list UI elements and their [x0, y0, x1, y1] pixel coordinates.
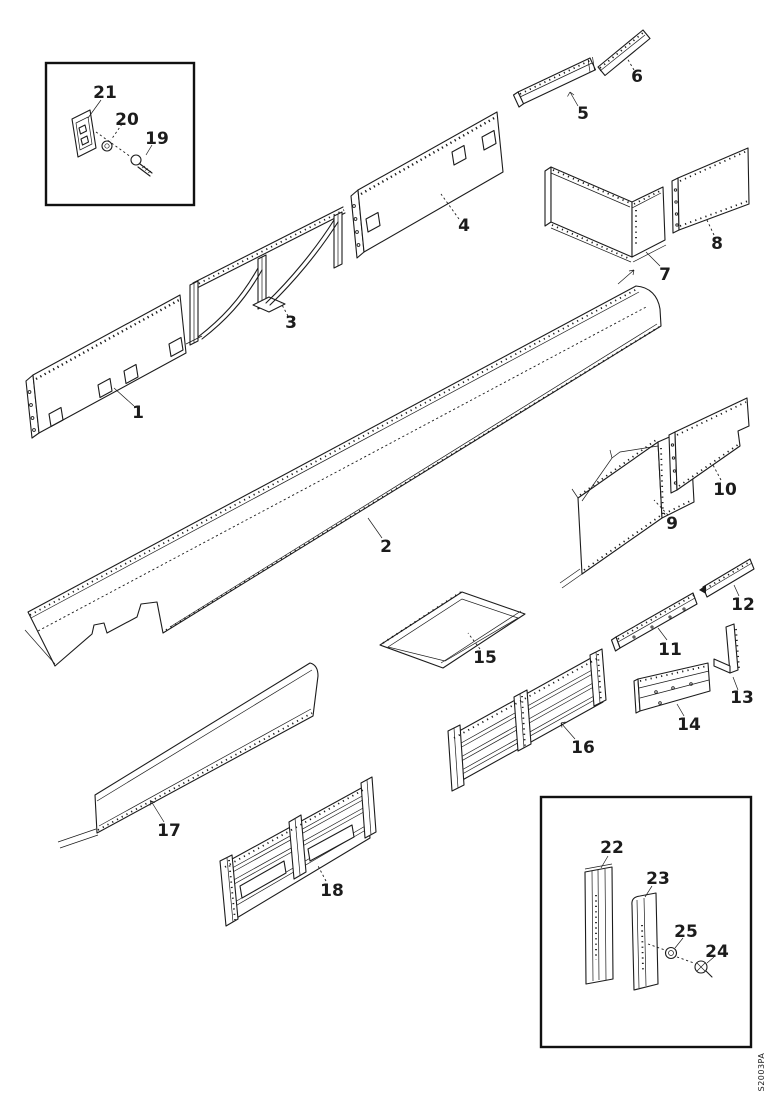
part-drawing-12 [699, 559, 754, 597]
part-label-5: 5 [577, 104, 589, 124]
part-label-17: 17 [157, 821, 181, 841]
part-label-24: 24 [705, 942, 729, 962]
part-drawing-7 [545, 167, 666, 284]
part-label-2: 2 [380, 537, 392, 557]
part-drawing-8 [672, 148, 749, 235]
detail-inset-bottom-right [541, 797, 751, 1047]
leader-line-1 [114, 388, 134, 406]
leader-line-10 [713, 465, 721, 480]
part-label-4: 4 [458, 216, 470, 236]
part-label-11: 11 [658, 640, 682, 660]
part-drawing-17 [58, 663, 318, 848]
part-label-14: 14 [677, 715, 701, 735]
part-label-18: 18 [320, 881, 344, 901]
part-drawing-5 [514, 57, 596, 107]
inset-border [46, 63, 194, 205]
part-label-23: 23 [646, 869, 670, 889]
part-drawing-15 [380, 592, 525, 668]
part-label-13: 13 [730, 688, 754, 708]
leader-line-8 [706, 218, 714, 235]
part-drawing-10 [669, 398, 749, 493]
part-label-10: 10 [713, 480, 737, 500]
drawing-code-text: S2003PA [757, 1052, 766, 1092]
part-label-7: 7 [659, 265, 671, 285]
part-label-1: 1 [132, 403, 144, 423]
part-drawing-14 [634, 663, 710, 716]
part-label-19: 19 [145, 129, 169, 149]
part-drawing-19 [96, 132, 152, 176]
part-label-3: 3 [285, 313, 297, 333]
part-label-15: 15 [473, 648, 497, 668]
part-label-21: 21 [93, 83, 117, 103]
detail-inset-top-left [46, 63, 194, 205]
part-drawing-18 [220, 777, 376, 926]
leader-line-11 [658, 628, 667, 640]
part-label-20: 20 [115, 110, 139, 130]
part-drawing-23 [632, 886, 658, 990]
part-label-8: 8 [711, 234, 723, 254]
part-drawing-13 [714, 624, 739, 690]
part-label-12: 12 [731, 595, 755, 615]
part-label-25: 25 [674, 922, 698, 942]
leader-line-7 [646, 252, 660, 266]
part-label-6: 6 [631, 67, 643, 87]
part-label-22: 22 [600, 838, 624, 858]
leader-line-17 [150, 801, 164, 822]
part-drawing-11 [612, 593, 698, 651]
part-drawing-4 [351, 112, 503, 258]
part-label-9: 9 [666, 514, 678, 534]
part-drawing-1 [26, 295, 186, 438]
part-label-16: 16 [571, 738, 595, 758]
part-drawing-3 [186, 207, 345, 345]
leader-line-2 [368, 518, 382, 538]
part-drawing-21 [72, 100, 101, 157]
part-drawing-22 [585, 856, 613, 984]
part-drawing-16 [448, 649, 606, 791]
